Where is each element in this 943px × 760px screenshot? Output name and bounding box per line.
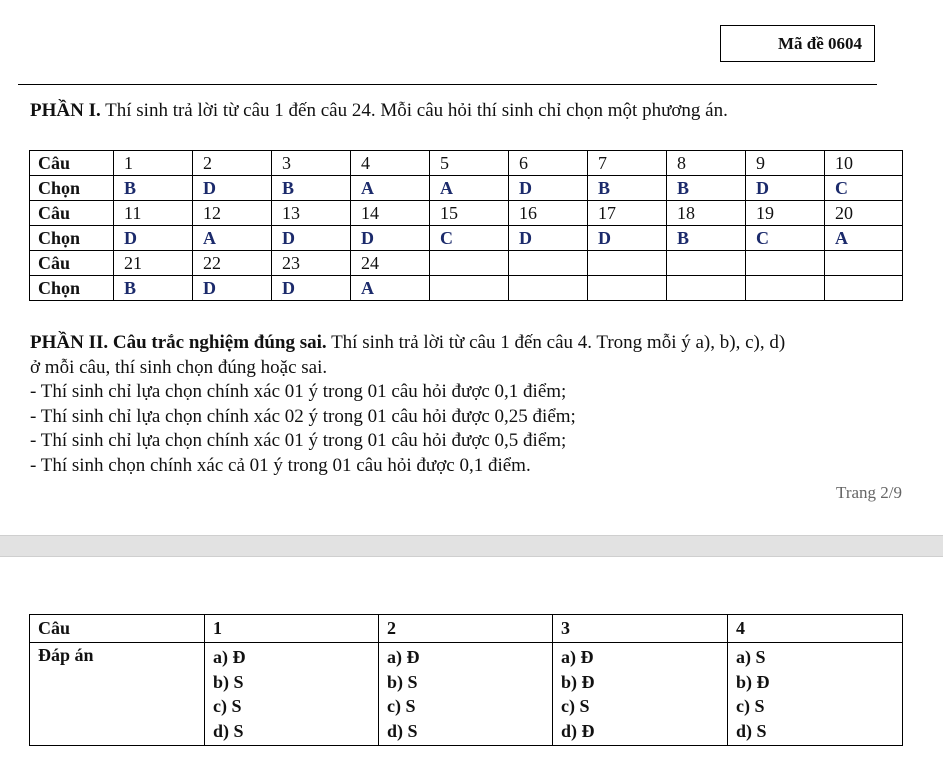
tf-header-row xyxy=(30,615,903,643)
tf-option: b) S xyxy=(387,671,418,692)
answer-letter-cell: D xyxy=(588,226,667,251)
part2-answer-table xyxy=(29,614,903,746)
part2-rule: - Thí sinh chỉ lựa chọn chính xác 02 ý trong 01 câu hỏi được 0,25 điểm; xyxy=(30,405,576,427)
part1-answer-table xyxy=(29,150,903,301)
answer-letter-cell xyxy=(509,276,588,301)
tf-option: d) S xyxy=(387,720,418,741)
question-number-cell: 19 xyxy=(746,201,825,226)
question-number-cell: 15 xyxy=(430,201,509,226)
question-number-cell: 24 xyxy=(351,251,430,276)
header-divider xyxy=(18,84,877,85)
question-number-cell: 20 xyxy=(825,201,903,226)
tf-question-number: 2 xyxy=(379,615,553,643)
tf-option: c) S xyxy=(736,696,765,716)
answer-letter-cell: D xyxy=(746,176,825,201)
tf-option: a) Đ xyxy=(387,647,420,667)
tf-option: c) S xyxy=(561,696,590,716)
part1-intro xyxy=(30,100,728,122)
answer-letter-cell: B xyxy=(667,226,746,251)
tf-label-question: Câu xyxy=(30,615,205,643)
question-number-cell: 13 xyxy=(272,201,351,226)
row-label-question: Câu xyxy=(30,151,114,176)
tf-answer-cell xyxy=(728,643,903,746)
tf-option: b) Đ xyxy=(736,671,770,692)
question-number-cell: 21 xyxy=(114,251,193,276)
part2-section xyxy=(30,331,910,478)
question-number-cell: 22 xyxy=(193,251,272,276)
row-label-question: Câu xyxy=(30,201,114,226)
tf-question-number: 1 xyxy=(205,615,379,643)
tf-answer-cell xyxy=(205,643,379,746)
question-number-cell: 3 xyxy=(272,151,351,176)
question-number-row xyxy=(30,251,903,276)
question-number-cell xyxy=(430,251,509,276)
answer-letter-cell: C xyxy=(430,226,509,251)
question-number-cell: 11 xyxy=(114,201,193,226)
question-number-cell: 6 xyxy=(509,151,588,176)
exam-code: Mã đề 0604 xyxy=(777,33,862,53)
tf-option: d) Đ xyxy=(561,720,595,741)
question-number-cell xyxy=(509,251,588,276)
question-number-cell: 2 xyxy=(193,151,272,176)
question-number-cell: 16 xyxy=(509,201,588,226)
part2-intro xyxy=(30,331,910,356)
question-number-cell: 9 xyxy=(746,151,825,176)
answer-letter-cell: D xyxy=(193,276,272,301)
answer-choice-row xyxy=(30,176,903,201)
part2-intro-text: Thí sinh trả lời từ câu 1 đến câu 4. Trong mỗi ý a), b), c), d) xyxy=(326,332,786,353)
answer-letter-cell: C xyxy=(746,226,825,251)
question-number-cell: 12 xyxy=(193,201,272,226)
answer-letter-cell xyxy=(667,276,746,301)
answer-letter-cell: A xyxy=(825,226,903,251)
tf-option: a) S xyxy=(736,647,766,667)
part1-title: PHẦN I. xyxy=(30,100,101,121)
question-number-cell: 1 xyxy=(114,151,193,176)
row-label-choice: Chọn xyxy=(30,226,114,251)
answer-letter-cell: D xyxy=(114,226,193,251)
question-number-cell xyxy=(825,251,903,276)
answer-letter-cell: D xyxy=(351,226,430,251)
answer-letter-cell: D xyxy=(509,226,588,251)
tf-option: b) S xyxy=(213,671,244,692)
tf-label-answer: Đáp án xyxy=(30,643,205,746)
answer-choice-row xyxy=(30,276,903,301)
answer-letter-cell: A xyxy=(351,276,430,301)
page-number: Trang 2/9 xyxy=(836,483,902,502)
question-number-cell: 4 xyxy=(351,151,430,176)
row-label-question: Câu xyxy=(30,251,114,276)
answer-letter-cell: A xyxy=(430,176,509,201)
tf-answer-row xyxy=(30,643,903,746)
tf-option: c) S xyxy=(387,696,416,716)
question-number-cell xyxy=(746,251,825,276)
answer-choice-row xyxy=(30,226,903,251)
row-label-choice: Chọn xyxy=(30,276,114,301)
tf-option: d) S xyxy=(213,720,244,741)
question-number-cell: 7 xyxy=(588,151,667,176)
part1-intro-text: Thí sinh trả lời từ câu 1 đến câu 24. Mỗi câu hỏi thí sinh chỉ chọn một phương án. xyxy=(100,100,728,121)
part2-rule: - Thí sinh chỉ lựa chọn chính xác 01 ý trong 01 câu hỏi được 0,5 điểm; xyxy=(30,430,567,451)
answer-letter-cell: B xyxy=(667,176,746,201)
question-number-cell: 23 xyxy=(272,251,351,276)
part2-rule: - Thí sinh chọn chính xác cả 01 ý trong 01 câu hỏi được 0,1 điểm. xyxy=(30,454,531,476)
question-number-cell: 5 xyxy=(430,151,509,176)
tf-answer-cell xyxy=(553,643,728,746)
answer-letter-cell: C xyxy=(825,176,903,201)
exam-code-box xyxy=(720,25,875,62)
answer-letter-cell: B xyxy=(114,276,193,301)
tf-option: a) Đ xyxy=(561,647,594,667)
answer-letter-cell: D xyxy=(272,276,351,301)
answer-letter-cell xyxy=(430,276,509,301)
tf-answer-cell xyxy=(379,643,553,746)
answer-letter-cell: A xyxy=(193,226,272,251)
tf-option: c) S xyxy=(213,696,242,716)
part2-intro-line2: ở mỗi câu, thí sinh chọn đúng hoặc sai. xyxy=(30,356,328,378)
question-number-cell: 17 xyxy=(588,201,667,226)
question-number-cell: 18 xyxy=(667,201,746,226)
tf-option: a) Đ xyxy=(213,647,246,667)
answer-letter-cell: A xyxy=(351,176,430,201)
answer-letter-cell: B xyxy=(588,176,667,201)
answer-letter-cell xyxy=(746,276,825,301)
answer-letter-cell xyxy=(588,276,667,301)
tf-option: d) S xyxy=(736,720,767,741)
answer-letter-cell: D xyxy=(193,176,272,201)
row-label-choice: Chọn xyxy=(30,176,114,201)
question-number-cell xyxy=(588,251,667,276)
part2-rule: - Thí sinh chỉ lựa chọn chính xác 01 ý trong 01 câu hỏi được 0,1 điểm; xyxy=(30,381,567,402)
question-number-cell: 10 xyxy=(825,151,903,176)
question-number-row xyxy=(30,151,903,176)
part2-title: PHẦN II. Câu trắc nghiệm đúng sai. xyxy=(30,332,327,353)
question-number-cell: 14 xyxy=(351,201,430,226)
tf-option: b) Đ xyxy=(561,671,595,692)
tf-question-number: 3 xyxy=(553,615,728,643)
answer-letter-cell: D xyxy=(272,226,351,251)
tf-question-number: 4 xyxy=(728,615,903,643)
answer-letter-cell: B xyxy=(114,176,193,201)
page-break-separator xyxy=(0,535,943,557)
answer-letter-cell xyxy=(825,276,903,301)
question-number-row xyxy=(30,201,903,226)
answer-letter-cell: B xyxy=(272,176,351,201)
question-number-cell: 8 xyxy=(667,151,746,176)
question-number-cell xyxy=(667,251,746,276)
answer-letter-cell: D xyxy=(509,176,588,201)
